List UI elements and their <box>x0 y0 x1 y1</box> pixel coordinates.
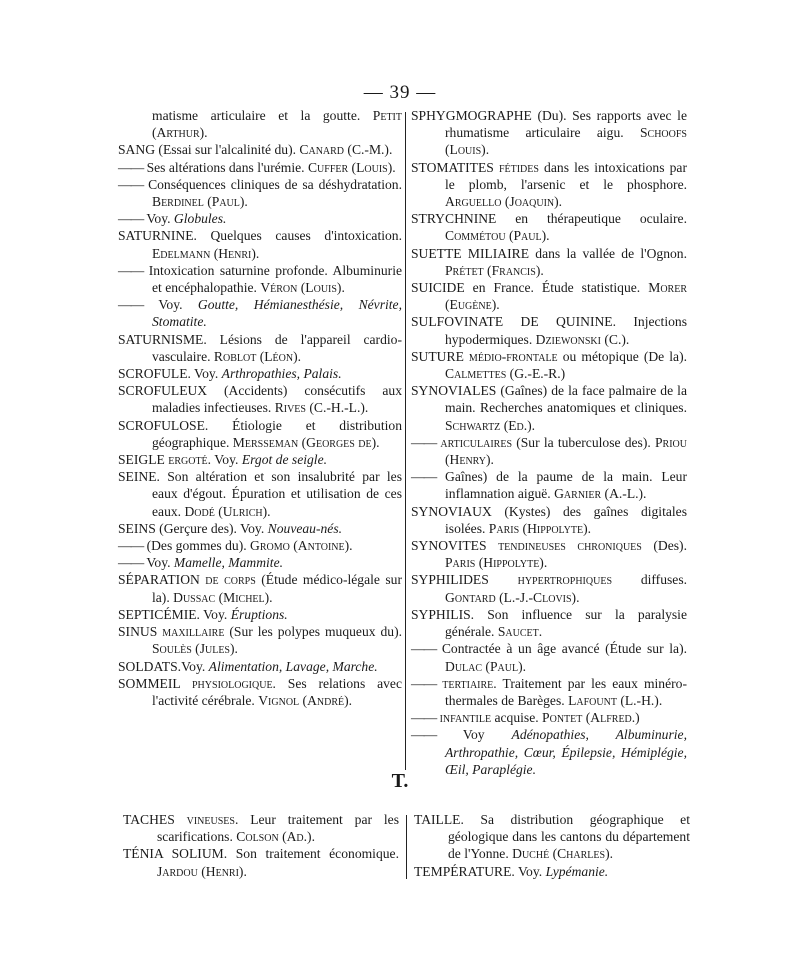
entry-author: Dussac (Michel). <box>173 589 273 605</box>
entry-text: (Sur les polypes muqueux du). <box>224 624 402 640</box>
entry-author: Priou (Henry). <box>445 434 687 468</box>
entry-cross-reference: Goutte, Hémianesthésie, Névrite, Stomatite. <box>152 297 402 330</box>
entry-text: Intoxication saturnine profonde. Albuminurie et encéphalopathie. <box>143 262 402 296</box>
index-entry <box>411 468 687 502</box>
entry-author: Pontet (Alfred.) <box>542 710 640 726</box>
index-entry <box>118 675 402 709</box>
entry-qualifier: vineuses. <box>174 812 239 827</box>
entry-author: Vignol (André). <box>258 692 353 708</box>
t-column-divider <box>406 815 407 879</box>
entry-author: Gontard (L.-J.-Clovis). <box>445 589 580 605</box>
entry-headword: SUETTE MILIAIRE <box>411 245 530 261</box>
entry-cross-reference: Nouveau-nés. <box>267 520 343 536</box>
entry-text: Voy. <box>143 211 174 227</box>
entry-text: dans la vallée de l'Ognon. <box>529 245 687 261</box>
index-entry <box>411 675 687 709</box>
index-column-right <box>411 107 687 778</box>
repeat-dash: —— <box>411 727 437 743</box>
entry-text: (Essai sur l'alcalinité du). <box>155 142 300 158</box>
entry-text: Injections hypodermiques. <box>445 314 687 347</box>
entry-text: Gaînes) de la paume de la main. Leur inflamnation aiguë. <box>436 469 687 502</box>
entry-headword: SUTURE <box>411 348 464 364</box>
t-section-column-left <box>123 811 399 880</box>
index-entry <box>411 107 687 159</box>
index-entry <box>411 434 687 468</box>
entry-author: Dulac (Paul). <box>445 658 527 674</box>
entry-author: Cuffer (Louis). <box>307 159 396 175</box>
entry-author: Canard (C.-M.). <box>299 142 393 158</box>
entry-author: Rives (C.-H.-L.). <box>274 400 369 416</box>
index-entry <box>118 227 402 261</box>
entry-text: Son influence sur la paralysie générale. <box>445 606 687 640</box>
index-entry <box>118 623 402 657</box>
entry-cross-reference: Alimentation, Lavage, Marche. <box>208 658 378 674</box>
entry-author: Petit (Arthur). <box>152 108 402 141</box>
repeat-dash: —— <box>411 710 437 726</box>
entry-headword: SEPTICÉMIE. <box>118 606 200 622</box>
index-entry <box>414 811 690 863</box>
index-entry <box>411 348 687 382</box>
entry-headword: SYNOVIAUX <box>411 503 492 519</box>
index-entry <box>118 141 402 158</box>
index-entry <box>118 210 402 227</box>
entry-text: Étiologie et distribution géographique. <box>152 417 402 450</box>
entry-author: Véron (Louis). <box>260 280 345 296</box>
index-entry <box>118 176 402 210</box>
entry-headword: STOMATITES <box>411 159 494 175</box>
entry-text: Voy. <box>211 452 242 468</box>
entry-author: Saucet. <box>497 624 543 640</box>
index-entry <box>118 537 402 554</box>
entry-cross-reference: Lypémanie. <box>545 863 609 879</box>
entry-text: Voy. <box>143 555 174 571</box>
index-entry <box>118 296 402 330</box>
entry-qualifier: maxillaire <box>157 624 225 640</box>
index-entry <box>118 468 402 520</box>
entry-author: Schoofs (Louis). <box>445 125 687 158</box>
entry-text: en France. Étude statistique. <box>464 280 649 296</box>
entry-headword: TÉNIA SOLIUM. <box>123 846 228 862</box>
entry-headword: SINUS <box>118 624 158 640</box>
entry-headword: SYNOVITES <box>411 538 487 554</box>
index-entry <box>118 520 402 537</box>
index-entry <box>411 503 687 537</box>
entry-text: dans les intoxications par le plomb, l'arsenic et le phosphore. <box>445 159 687 192</box>
entry-headword: SATURNINE. <box>118 228 197 244</box>
index-entry <box>411 382 687 434</box>
entry-qualifier: physiologique. <box>180 675 276 691</box>
entry-author: Arguello (Joaquin). <box>445 194 563 210</box>
index-entry <box>118 571 402 605</box>
entry-author: Commétou (Paul). <box>445 228 550 244</box>
entry-text: (Sur la tuberculose des). <box>512 434 655 450</box>
entry-headword: TACHES <box>123 812 175 827</box>
entry-text: Contractée à un âge avancé (Étude sur la). <box>436 641 687 657</box>
index-entry <box>411 606 687 640</box>
entry-text: Ses relations avec l'activité cérébrale. <box>152 675 402 708</box>
repeat-dash: —— <box>411 675 437 691</box>
entry-text: Voy. <box>199 606 231 622</box>
entry-headword: SULFOVINATE DE QUININE. <box>411 314 617 330</box>
index-entry <box>123 845 399 879</box>
entry-headword: SCROFULEUX <box>118 383 208 399</box>
entry-author: Mersseman (Georges de). <box>232 434 380 450</box>
entry-headword: TEMPÉRATURE. <box>414 863 515 879</box>
entry-text: Voy. <box>181 658 209 674</box>
entry-qualifier: articulaires <box>436 434 513 450</box>
entry-text: Sa distribution géographique et géologique dans les cantons du département de l'Yonne. <box>448 812 690 862</box>
entry-author: Paris (Hippolyte). <box>445 555 548 571</box>
index-entry <box>118 658 402 675</box>
entry-author: Dodé (Ulrich). <box>184 503 271 519</box>
repeat-dash: —— <box>118 262 144 278</box>
entry-text: matisme articulaire et la goutte. <box>152 108 373 123</box>
entry-text: Voy. <box>514 863 546 879</box>
repeat-dash: —— <box>411 641 437 657</box>
index-entry <box>411 313 687 347</box>
entry-headword: SUICIDE <box>411 280 465 296</box>
entry-text: Voy <box>436 727 512 743</box>
entry-text: Son altération et son insalubrité par les eaux d'égout. Épuration et utilisation de ces eaux. <box>152 469 402 519</box>
index-entry <box>118 606 402 623</box>
repeat-dash: —— <box>118 297 144 313</box>
index-entry <box>118 451 402 468</box>
page-number: — 39 — <box>363 82 437 103</box>
entry-author: Dziewonski (C.). <box>535 331 630 347</box>
index-entry <box>411 279 687 313</box>
entry-headword: SATURNISME. <box>118 331 207 347</box>
entry-headword: SPHYGMOGRAPHE <box>411 108 532 123</box>
index-entry <box>118 382 402 416</box>
entry-qualifier: de corps <box>199 572 256 588</box>
entry-cross-reference: Ergot de seigle. <box>241 452 328 468</box>
index-entry <box>411 245 687 279</box>
index-entry <box>118 159 402 176</box>
entry-headword: SEINE. <box>118 469 160 485</box>
entry-text: Leur traitement par les scarifications. <box>157 812 399 845</box>
entry-headword: TAILLE. <box>414 812 464 827</box>
entry-text: (Étude médico-légale sur la). <box>152 572 402 605</box>
index-entry <box>123 811 399 845</box>
entry-qualifier: hypertrophiques <box>488 572 613 588</box>
entry-headword: SYNOVIALES <box>411 383 497 399</box>
index-column-left <box>118 107 402 709</box>
index-entry <box>118 554 402 571</box>
entry-qualifier: tendineuses chroniques <box>486 538 642 554</box>
repeat-dash: —— <box>118 555 144 571</box>
entry-cross-reference: Mamelle, Mammite. <box>173 555 284 571</box>
entry-text: Voy. <box>190 366 222 382</box>
entry-author: Jardou (Henri). <box>157 863 247 879</box>
entry-headword: STRYCHNINE <box>411 211 497 227</box>
entry-headword: SOMMEIL <box>118 675 181 691</box>
entry-author: Soulès (Jules). <box>152 641 238 657</box>
index-entry <box>411 640 687 674</box>
entry-author: Schwartz (Ed.). <box>445 417 536 433</box>
repeat-dash: —— <box>118 159 144 175</box>
entry-text: (Gerçure des). Voy. <box>155 520 268 536</box>
entry-author: Calmettes (G.-E.-R.) <box>445 366 566 382</box>
column-divider <box>405 112 406 770</box>
entry-headword: SÉPARATION <box>118 572 200 588</box>
entry-headword: SEINS <box>118 520 156 536</box>
entry-author: Roblot (Léon). <box>213 348 302 364</box>
entry-author: Garnier (A.-L.). <box>554 486 647 502</box>
index-entry <box>118 331 402 365</box>
entry-text: Lésions de l'appareil cardio-vasculaire. <box>152 331 402 364</box>
entry-text: Conséquences cliniques de sa déshydratation. <box>143 176 402 192</box>
entry-author: Paris (Hippolyte). <box>488 520 592 536</box>
index-entry <box>411 537 687 571</box>
entry-author: Colson (Ad.). <box>236 829 315 845</box>
entry-cross-reference: Arthropathies, Palais. <box>221 366 342 382</box>
index-entry <box>411 159 687 211</box>
entry-text: Ses altérations dans l'urémie. <box>143 159 308 175</box>
repeat-dash: —— <box>118 211 144 227</box>
entry-text: (Kystes) des gaînes digitales isolées. <box>445 503 687 536</box>
repeat-dash: —— <box>118 176 144 192</box>
entry-text: Son traitement économique. <box>227 846 399 862</box>
entry-headword: SCROFULOSE. <box>118 417 209 433</box>
index-entry <box>411 709 687 726</box>
entry-author: Lafount (L.-H.). <box>568 692 663 708</box>
entry-text: (Des gommes du). <box>143 538 251 554</box>
entry-headword: SANG <box>118 142 156 158</box>
entry-text: diffuses. <box>612 572 688 588</box>
index-entry <box>411 571 687 605</box>
entry-text: ou métopique (De la). <box>557 348 688 364</box>
entry-cross-reference: Adénopathies, Albuminurie, Arthropathie, Cœur, Épilepsie, Hémiplégie, Œil, Paraplégie. <box>445 727 687 777</box>
entry-text: (Accidents) consécutifs aux maladies infectieuses. <box>152 383 402 416</box>
repeat-dash: —— <box>118 538 144 554</box>
repeat-dash: —— <box>411 434 437 450</box>
entry-headword: SEIGLE <box>118 452 165 468</box>
index-entry <box>118 417 402 451</box>
index-entry <box>118 365 402 382</box>
index-entry <box>414 863 690 880</box>
section-letter-heading: T. <box>391 770 409 792</box>
repeat-dash: —— <box>411 469 437 485</box>
index-entry <box>118 262 402 296</box>
entry-author: Edelmann (Henri). <box>152 245 260 261</box>
entry-qualifier: fétides <box>493 159 539 175</box>
entry-author: Prétet (Francis). <box>445 262 544 278</box>
entry-text: (Du). Ses rapports avec le rhumatisme articulaire aigu. <box>445 108 687 141</box>
index-entry <box>118 107 402 141</box>
entry-text: (Gaînes) de la face palmaire de la main. Recherches anatomiques et cliniques. <box>445 383 687 416</box>
entry-headword: SOLDATS. <box>118 658 182 674</box>
t-section-column-right <box>414 811 690 880</box>
entry-author: Morer (Eugène). <box>445 280 687 313</box>
entry-qualifier: infantile <box>436 710 492 726</box>
entry-text: Quelques causes d'intoxication. <box>196 228 402 244</box>
entry-author: Gromo (Antoine). <box>250 538 353 554</box>
entry-cross-reference: Globules. <box>173 211 227 227</box>
entry-text: Voy. <box>143 297 198 313</box>
entry-headword: SYPHILIDES <box>411 572 489 588</box>
entry-headword: SCROFULE. <box>118 366 191 382</box>
entry-text: en thérapeutique oculaire. <box>496 211 687 227</box>
entry-text: acquise. <box>491 710 543 726</box>
entry-author: Duché (Charles). <box>512 846 613 862</box>
entry-qualifier: tertiaire. <box>436 675 497 691</box>
entry-text: (Des). <box>641 538 687 554</box>
entry-cross-reference: Éruptions. <box>230 606 288 622</box>
entry-author: Berdinel (Paul). <box>152 194 248 210</box>
entry-headword: SYPHILIS. <box>411 606 475 622</box>
index-entry <box>411 210 687 244</box>
entry-qualifier: médio-frontale <box>463 348 558 364</box>
entry-text: Traitement par les eaux minéro-thermales de Barèges. <box>445 675 687 708</box>
entry-qualifier: ergoté. <box>164 452 212 468</box>
